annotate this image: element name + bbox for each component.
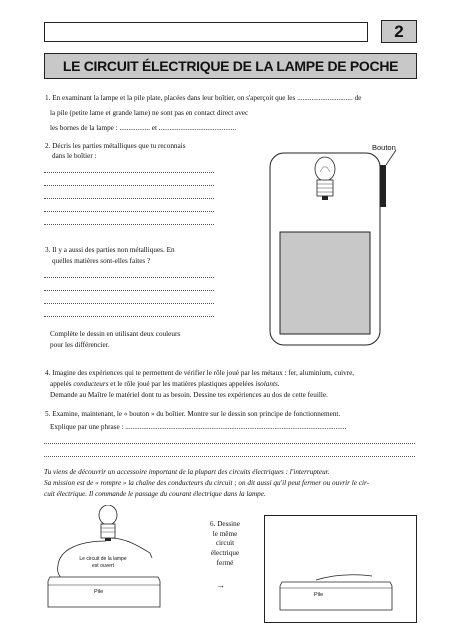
q4-line1: 4. Imagine des expériences qui te permettent de vérifier le rôle joué par les métaux : fer, aluminium, cuivre, xyxy=(45,369,355,377)
q5-line1: 5. Examine, maintenant, le « bouton » du boîtier. Montre sur le dessin son principe de fonctionnement. xyxy=(45,410,341,418)
info-line1: Tu viens de découvrir un accessoire important de la plupart des circuits électriques : l'interrupteur. xyxy=(44,468,330,476)
sheet-number: 2 xyxy=(381,20,417,43)
answer-line[interactable] xyxy=(44,443,415,444)
complete-line2: pour les différencier. xyxy=(50,341,110,349)
q3-line1: 3. Il y a aussi des parties non métalliques. En xyxy=(45,246,175,254)
button-shape xyxy=(380,165,386,207)
bouton-label: Bouton xyxy=(372,143,396,152)
q1-line2: la pile (petite lame et grande lame) ne sont pas en contact direct avec xyxy=(50,109,249,117)
answer-line[interactable] xyxy=(44,198,214,199)
pile-drawing-right xyxy=(276,570,406,615)
answer-line[interactable] xyxy=(44,172,214,173)
q1-line1: 1. En examinant la lampe et la pile plate, placées dans leur boîtier, on s'aperçoit que les ............................... de xyxy=(45,94,362,102)
answer-line[interactable] xyxy=(44,290,214,291)
q2-line2: dans le boîtier : xyxy=(52,152,97,160)
flashlight-box-figure xyxy=(260,135,410,350)
page-title: LE CIRCUIT ÉLECTRIQUE DE LA LAMPE DE POCHE xyxy=(44,53,417,79)
answer-line[interactable] xyxy=(44,456,415,457)
answer-line[interactable] xyxy=(44,224,214,225)
answer-line[interactable] xyxy=(44,277,214,278)
circuit-open-label: Le circuit de la lampe est ouvert xyxy=(79,556,127,569)
q6-text: 6. Dessine le même circuit électrique fermé xyxy=(210,520,240,567)
answer-line[interactable] xyxy=(44,185,214,186)
pile-label-right: Pile xyxy=(314,592,324,598)
name-field-box[interactable] xyxy=(44,22,368,42)
q3-line2: quelles matières sont-elles faites ? xyxy=(52,257,151,265)
answer-line[interactable] xyxy=(44,303,214,304)
answer-line[interactable] xyxy=(44,316,214,317)
pile-label-left: Pile xyxy=(94,589,104,595)
answer-line[interactable] xyxy=(44,211,214,212)
q1-line3: les bornes de la lampe : ................. et ........................................... xyxy=(50,124,237,132)
arrow-icon: → xyxy=(216,580,225,590)
q2-line1: 2. Décris les parties métalliques que tu reconnais xyxy=(45,142,186,150)
q5-line2: Explique par une phrase : ........................................................................................................................... xyxy=(50,423,347,431)
q4-line3: Demande au Maître le matériel dont tu as besoin. Dessine tes expériences au dos de cette feuille. xyxy=(50,391,328,399)
info-line2: Sa mission est de « rompre » la chaîne des conducteurs du circuit ; on dit aussi qu'il peut fermer ou ouvrir le cir- xyxy=(44,479,369,487)
complete-line1: Complète le dessin en utilisant deux couleurs xyxy=(50,330,181,338)
info-line3: cuit électrique. Il commande le passage du courant électrique dans la lampe. xyxy=(44,490,266,498)
q4-line2: appelés conducteurs et le rôle joué par les matières plastiques appelées isolants. xyxy=(50,380,280,388)
